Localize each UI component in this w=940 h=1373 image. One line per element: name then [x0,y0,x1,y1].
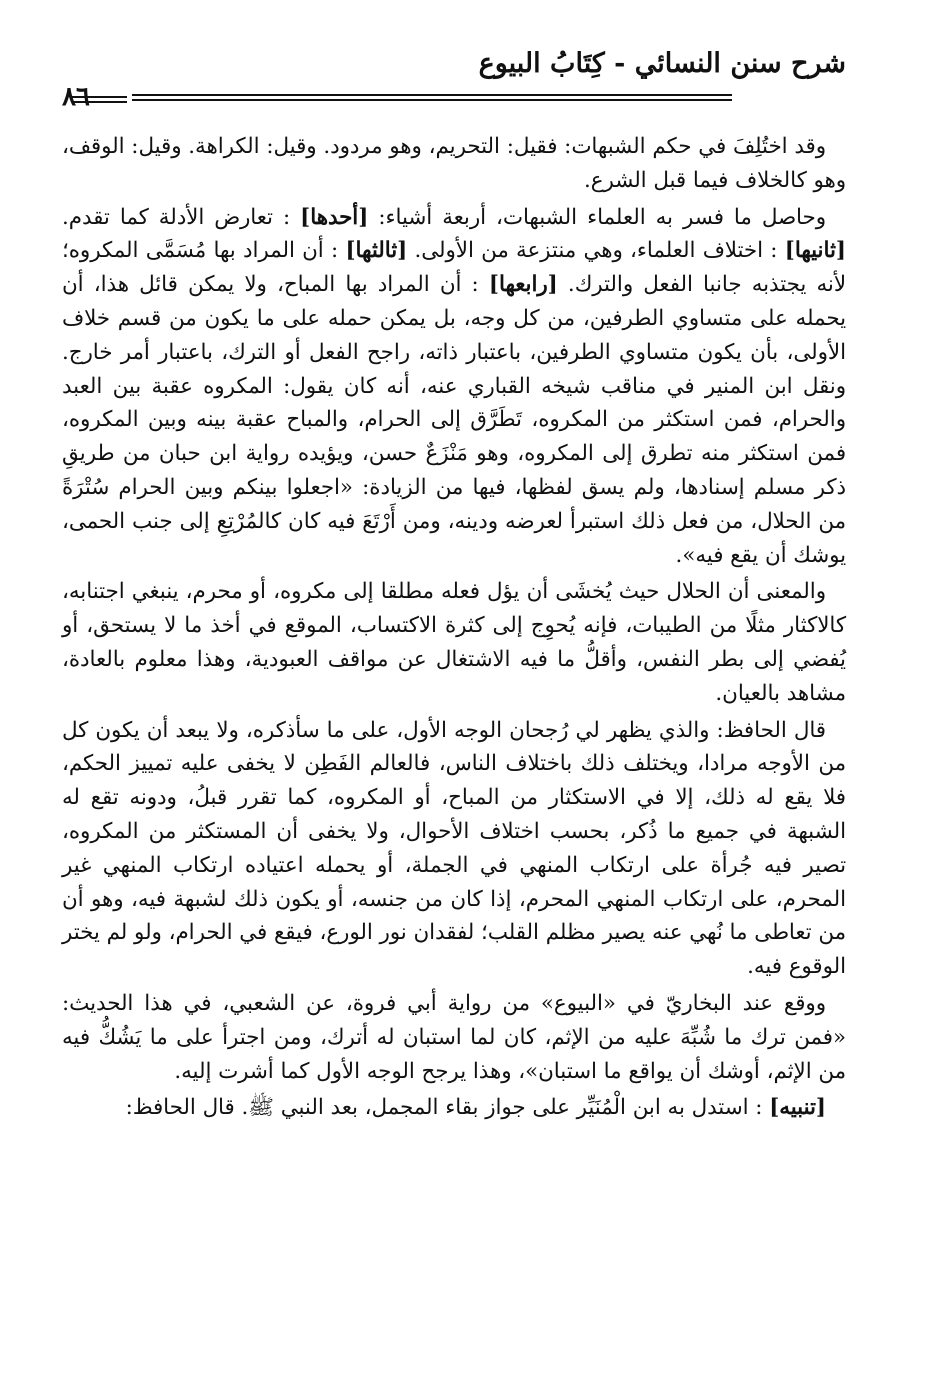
bold-label: [ثانيها] [784,238,846,264]
paragraph [62,201,846,573]
text-run: وحاصل ما فسر به العلماء الشبهات، أربعة أشياء: [368,204,826,230]
running-title: شرح سنن النسائي - كِتَابُ البيوع [478,48,846,79]
bold-label: [تنبيه] [769,1095,826,1121]
header-rule [132,94,732,101]
text-run: : أن المراد بها مُسَمَّى المكروه؛ لأنه يجتذبه جانبا الفعل والترك. [62,238,846,298]
body-text [62,130,846,1125]
paragraph [62,987,846,1088]
bold-label: [أحدها] [300,204,369,230]
paragraph [62,130,846,198]
paragraph [62,575,846,710]
text-run: : استدل به ابن الْمُنَيِّر على جواز بقاء المجمل، بعد النبي ﷺ. قال الحافظ: [125,1095,770,1121]
page-header [62,48,846,116]
page-number-rule [72,96,127,103]
paragraph [62,714,846,984]
text-run: : اختلاف العلماء، وهي منتزعة من الأولى. [407,238,785,264]
text-run: : تعارض الأدلة كما تقدم. [62,204,301,230]
text-run: وقد اختُلِفَ في حكم الشبهات: فقيل: التحريم، وهو مردود. وقيل: الكراهة. وقيل: الوقف، وهو كالخلاف فيما قبل الشرع. [62,134,846,193]
paragraph [62,1091,846,1125]
text-run: قال الحافظ: والذي يظهر لي رُجحان الوجه الأول، على ما سأذكره، ولا يبعد أن يكون كل من الأوجه مرادا، ويختلف ذلك باختلاف الناس، فالعالم الفَطِن لا يخفى عليه تمييز الحكم، فلا يقع له ذلك، إلا في الاستكثار من المباح، أو المكروه، كما تقرر قبلُ، ودونه تقع له الشبهة في جميع ما ذُكر، بحسب اختلاف الأحوال، ولا يخفى أن المستكثر من المكروه، تصير فيه جُرأة على ارتكاب المنهي في الجملة، أو يحمله اعتياده ارتكاب المنهي غير المحرم، على ارتكاب المنهي المحرم، إذا كان من جنسه، أو يكون ذلك لشبهة فيه، وهو أن من تعاطى ما نُهي عنه يصير مظلم القلب؛ لفقدان نور الورع، فيقع في الحرام، ولو لم يختر الوقوع فيه. [62,717,846,980]
page-number: ٨٦ [62,82,90,112]
book-page [62,48,846,1125]
bold-label: [ثالثها] [345,238,408,264]
bold-label: [رابعها] [488,272,558,298]
text-run: : أن المراد بها المباح، ولا يمكن قائل هذا، أن يحمله على متساوي الطرفين، من كل وجه، بل يمكن حمله على ما يكون من قسم خلاف الأولى، بأن يكون متساوي الطرفين، باعتبار ذاته، راجح الفعل أو الترك، باعتبار أمر خارج. ونقل ابن المنير في مناقب شيخه القباري عنه، أنه كان يقول: المكروه عقبة بين العبد والحرام، فمن استكثر من المكروه، تَطَرَّق إلى الحرام، والمباح عقبة بينه وبين المكروه، فمن استكثر منه تطرق إلى المكروه، وهو مَنْزَعٌ حسن، ويؤيده رواية ابن حبان من طريقِ ذكر مسلم إسنادها، ولم يسق لفظها، فيها من الزيادة: «اجعلوا بينكم وبين الحرام سُتْرَةً من الحلال، من فعل ذلك استبرأ لعرضه ودينه، ومن أَرْتَعَ فيه كان كالمُرْتِعِ إلى جنب الحمى، يوشك أن يقع فيه». [62,272,846,568]
text-run: ووقع عند البخاريّ في «البيوع» من رواية أبي فروة، عن الشعبي، في هذا الحديث: «فمن ترك ما شُبِّهَ عليه من الإثم، كان لما استبان له أترك، ومن اجترأ على ما يَشُكُّ فيه من الإثم، أوشك أن يواقع ما استبان»، وهذا يرجح الوجه الأول كما أشرت إليه. [62,990,846,1084]
text-run: والمعنى أن الحلال حيث يُخشَى أن يؤل فعله مطلقا إلى مكروه، أو محرم، ينبغي اجتنابه، كالاكثار مثلًا من الطيبات، فإنه يُحوِج إلى كثرة الاكتساب، الموقع في أخذ ما لا يستحق، أو يُفضي إلى بطر النفس، وأقلُّ ما فيه الاشتغال عن مواقف العبودية، وهذا معلوم بالعادة، مشاهد بالعيان. [62,579,846,706]
